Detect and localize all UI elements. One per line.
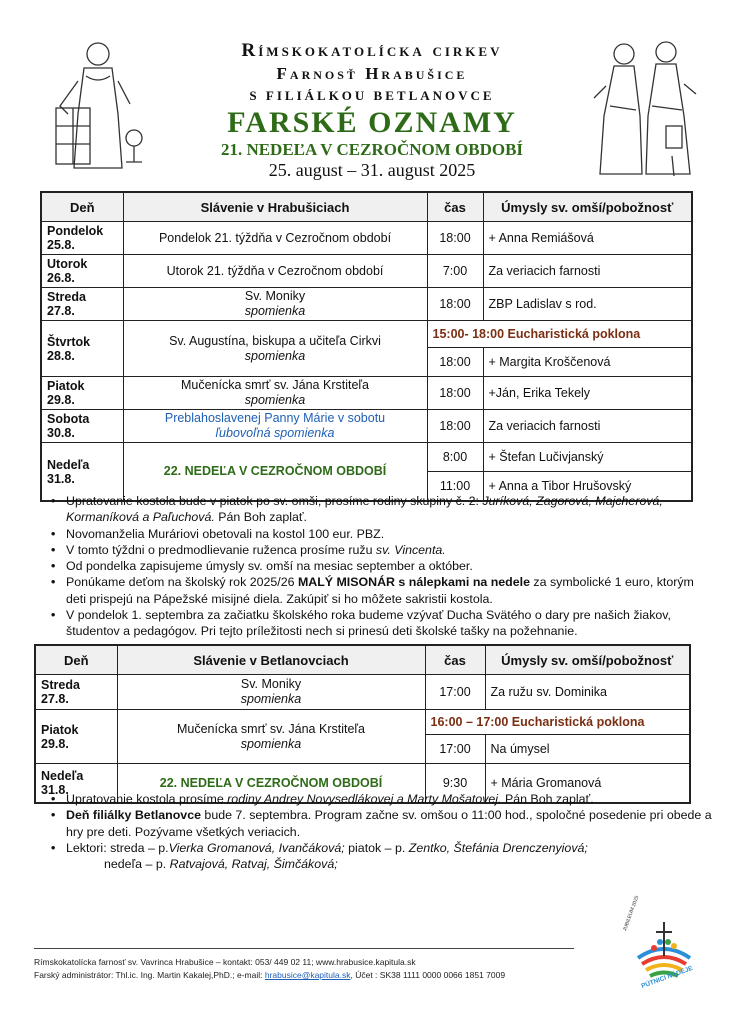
footer (34, 956, 505, 982)
list-item: • Ponúkame deťom na školský rok 2025/26 MALÝ MISONÁR s nálepkami na nedele za symbolické 1 euro, ktorým deti prispejú na Pápežské misijné diela. Zakúpiť si ho môžete sakristii kostola. (66, 574, 716, 607)
table-row (35, 710, 690, 735)
celebration-cell: Utorok 21. týždňa v Cezročnom období (123, 255, 427, 288)
time-cell: 7:00 (427, 255, 483, 288)
church-name: Rímskokatolícka cirkev (241, 40, 503, 61)
parish-name: Farnosť Hrabušice (276, 64, 468, 83)
day-cell: Piatok 29.8. (35, 710, 117, 764)
time-cell: 18:00 (427, 377, 483, 410)
day-cell: Pondelok 25.8. (41, 222, 123, 255)
table-row (41, 377, 692, 410)
col-header-celebration: Slávenie v Hrabušiciach (123, 192, 427, 222)
schedule-table-hrabusice (40, 191, 693, 502)
intention-cell: + Štefan Lučivjanský (483, 443, 692, 472)
col-header-intention: Úmysly sv. omší/pobožnosť (483, 192, 692, 222)
adoration-cell: 15:00- 18:00 Eucharistická poklona (427, 321, 692, 348)
celebration-cell: Sv. Augustína, biskupa a učiteľa Cirkvi spomienka (123, 321, 427, 377)
list-item: • Lektori: streda – p.Vierka Gromanová, Ivančáková; piatok – p. Zentko, Štefánia Drenczenyiová; nedeľa – p. Ratvajová, Ratvaj, Šimčáková; (66, 840, 716, 873)
col-header-celebration: Slávenie v Betlanovciach (117, 645, 425, 675)
day-cell: Nedeľa 31.8. (35, 764, 117, 804)
time-cell: 18:00 (427, 288, 483, 321)
table-row (41, 255, 692, 288)
list-item: • Deň filiálky Betlanovce bude 7. septembra. Program začne sv. omšou o 11:00 hod., spoločné posedenie pri obede a hry pre deti. Pozývame všetkých veriacich. (66, 807, 716, 840)
footer-contact: Rímskokatolícka farnosť sv. Vavrinca Hrabušice – kontakt: 053/ 449 02 11; www.hrabusice.kapitula.sk (34, 957, 416, 967)
table-row (41, 222, 692, 255)
adoration-cell: 16:00 – 17:00 Eucharistická poklona (425, 710, 690, 735)
day-cell: Utorok 26.8. (41, 255, 123, 288)
time-cell: 17:00 (425, 675, 485, 710)
intention-cell: +Ján, Erika Tekely (483, 377, 692, 410)
intention-cell: Za ružu sv. Dominika (485, 675, 690, 710)
table-row (35, 675, 690, 710)
celebration-cell: 22. NEDEĽA V CEZROČNOM OBDOBÍ (123, 443, 427, 502)
col-header-time: čas (427, 192, 483, 222)
list-item: • Upratovanie kostola prosíme rodiny Andrey Novysedlákovej a Marty Mošatovej. Pán Boh zaplať. (66, 791, 716, 807)
celebration-cell: Sv. Moniky spomienka (117, 675, 425, 710)
intention-cell: + Mária Gromanová (485, 764, 690, 804)
table-header-row (41, 192, 692, 222)
list-item: • Novomanželia Muráriovi obetovali na kostol 100 eur. PBZ. (66, 526, 716, 542)
footer-divider (34, 948, 574, 949)
table-row (41, 321, 692, 348)
intention-cell: + Anna a Tibor Hrušovský (483, 472, 692, 502)
col-header-time: čas (425, 645, 485, 675)
time-cell: 11:00 (427, 472, 483, 502)
schedule-table-betlanovce (34, 644, 691, 804)
day-cell: Štvrtok 28.8. (41, 321, 123, 377)
col-header-intention: Úmysly sv. omší/pobožnosť (485, 645, 690, 675)
filial-name: S FILIÁLKOU BETLANOVCE (249, 88, 495, 103)
date-range: 25. august – 31. august 2025 (268, 160, 476, 180)
celebration-cell: Pondelok 21. týždňa v Cezročnom období (123, 222, 427, 255)
celebration-cell: 22. NEDEĽA V CEZROČNOM OBDOBÍ (117, 764, 425, 804)
page-title: FARSKÉ OZNAMY (227, 106, 517, 139)
celebration-cell: Mučenícka smrť sv. Jána Krstiteľa spomienka (123, 377, 427, 410)
email-link[interactable]: hrabusice@kapitula.sk (264, 970, 351, 980)
table-row (41, 443, 692, 472)
intention-cell: + Margita Kroščenová (483, 348, 692, 377)
intention-cell: + Anna Remiášová (483, 222, 692, 255)
day-cell: Nedeľa 31.8. (41, 443, 123, 502)
announcements-betlanovce (48, 791, 716, 872)
list-item: • V pondelok 1. septembra za začiatku školského roka budeme vzývať Ducha Svätého o dary pre našich žiakov, študentov a pedagógov. Pri tejto príležitosti nech si prinesú deti školské tašky na požehnanie. (66, 607, 716, 640)
time-cell: 18:00 (427, 410, 483, 443)
intention-cell: Na úmysel (485, 735, 690, 764)
logo-text-pilgrims: PÚTNICI NÁDEJE (640, 964, 694, 991)
col-header-day: Deň (41, 192, 123, 222)
sunday-title: 21. NEDEĽA V CEZROČNOM OBDOBÍ (220, 140, 524, 159)
day-cell: Sobota 30.8. (41, 410, 123, 443)
footer-admin: Farský administrátor: Thl.ic. Ing. Martin Kakalej,PhD.; e-mail: hrabusice@kapitula.sk, Účet : SK38 1111 0000 0066 1851 7009 (34, 970, 506, 980)
announcements-hrabusice (48, 493, 716, 640)
table-header-row (35, 645, 690, 675)
day-cell: Piatok 29.8. (41, 377, 123, 410)
intention-cell: Za veriacich farnosti (483, 410, 692, 443)
celebration-cell: Mučenícka smrť sv. Jána Krstiteľa spomienka (117, 710, 425, 764)
intention-cell: Za veriacich farnosti (483, 255, 692, 288)
list-item: • Od pondelka zapisujeme úmysly sv. omší na mesiac september a október. (66, 558, 716, 574)
list-item: • V tomto týždni o predmodlievanie ruženca prosíme ružu sv. Vincenta. (66, 542, 716, 558)
intention-cell: ZBP Ladislav s rod. (483, 288, 692, 321)
day-cell: Streda 27.8. (41, 288, 123, 321)
table-row (41, 410, 692, 443)
time-cell: 18:00 (427, 222, 483, 255)
logo-text-jubilee: JUBILEUM 2025 (622, 894, 641, 933)
time-cell: 8:00 (427, 443, 483, 472)
time-cell: 9:30 (425, 764, 485, 804)
time-cell: 18:00 (427, 348, 483, 377)
celebration-cell: Sv. Moniky spomienka (123, 288, 427, 321)
list-item: • Upratovanie kostola bude v piatok po sv. omši, prosíme rodiny skupiny č. 2: Juríková, Zagorová, Majcherová, Kormaníková a Paľuchová. Pán Boh zaplať. (66, 493, 716, 526)
time-cell: 17:00 (425, 735, 485, 764)
table-row (41, 288, 692, 321)
col-header-day: Deň (35, 645, 117, 675)
celebration-cell: Preblahoslavenej Panny Márie v sobotu ľubovoľná spomienka (123, 410, 427, 443)
day-cell: Streda 27.8. (35, 675, 117, 710)
